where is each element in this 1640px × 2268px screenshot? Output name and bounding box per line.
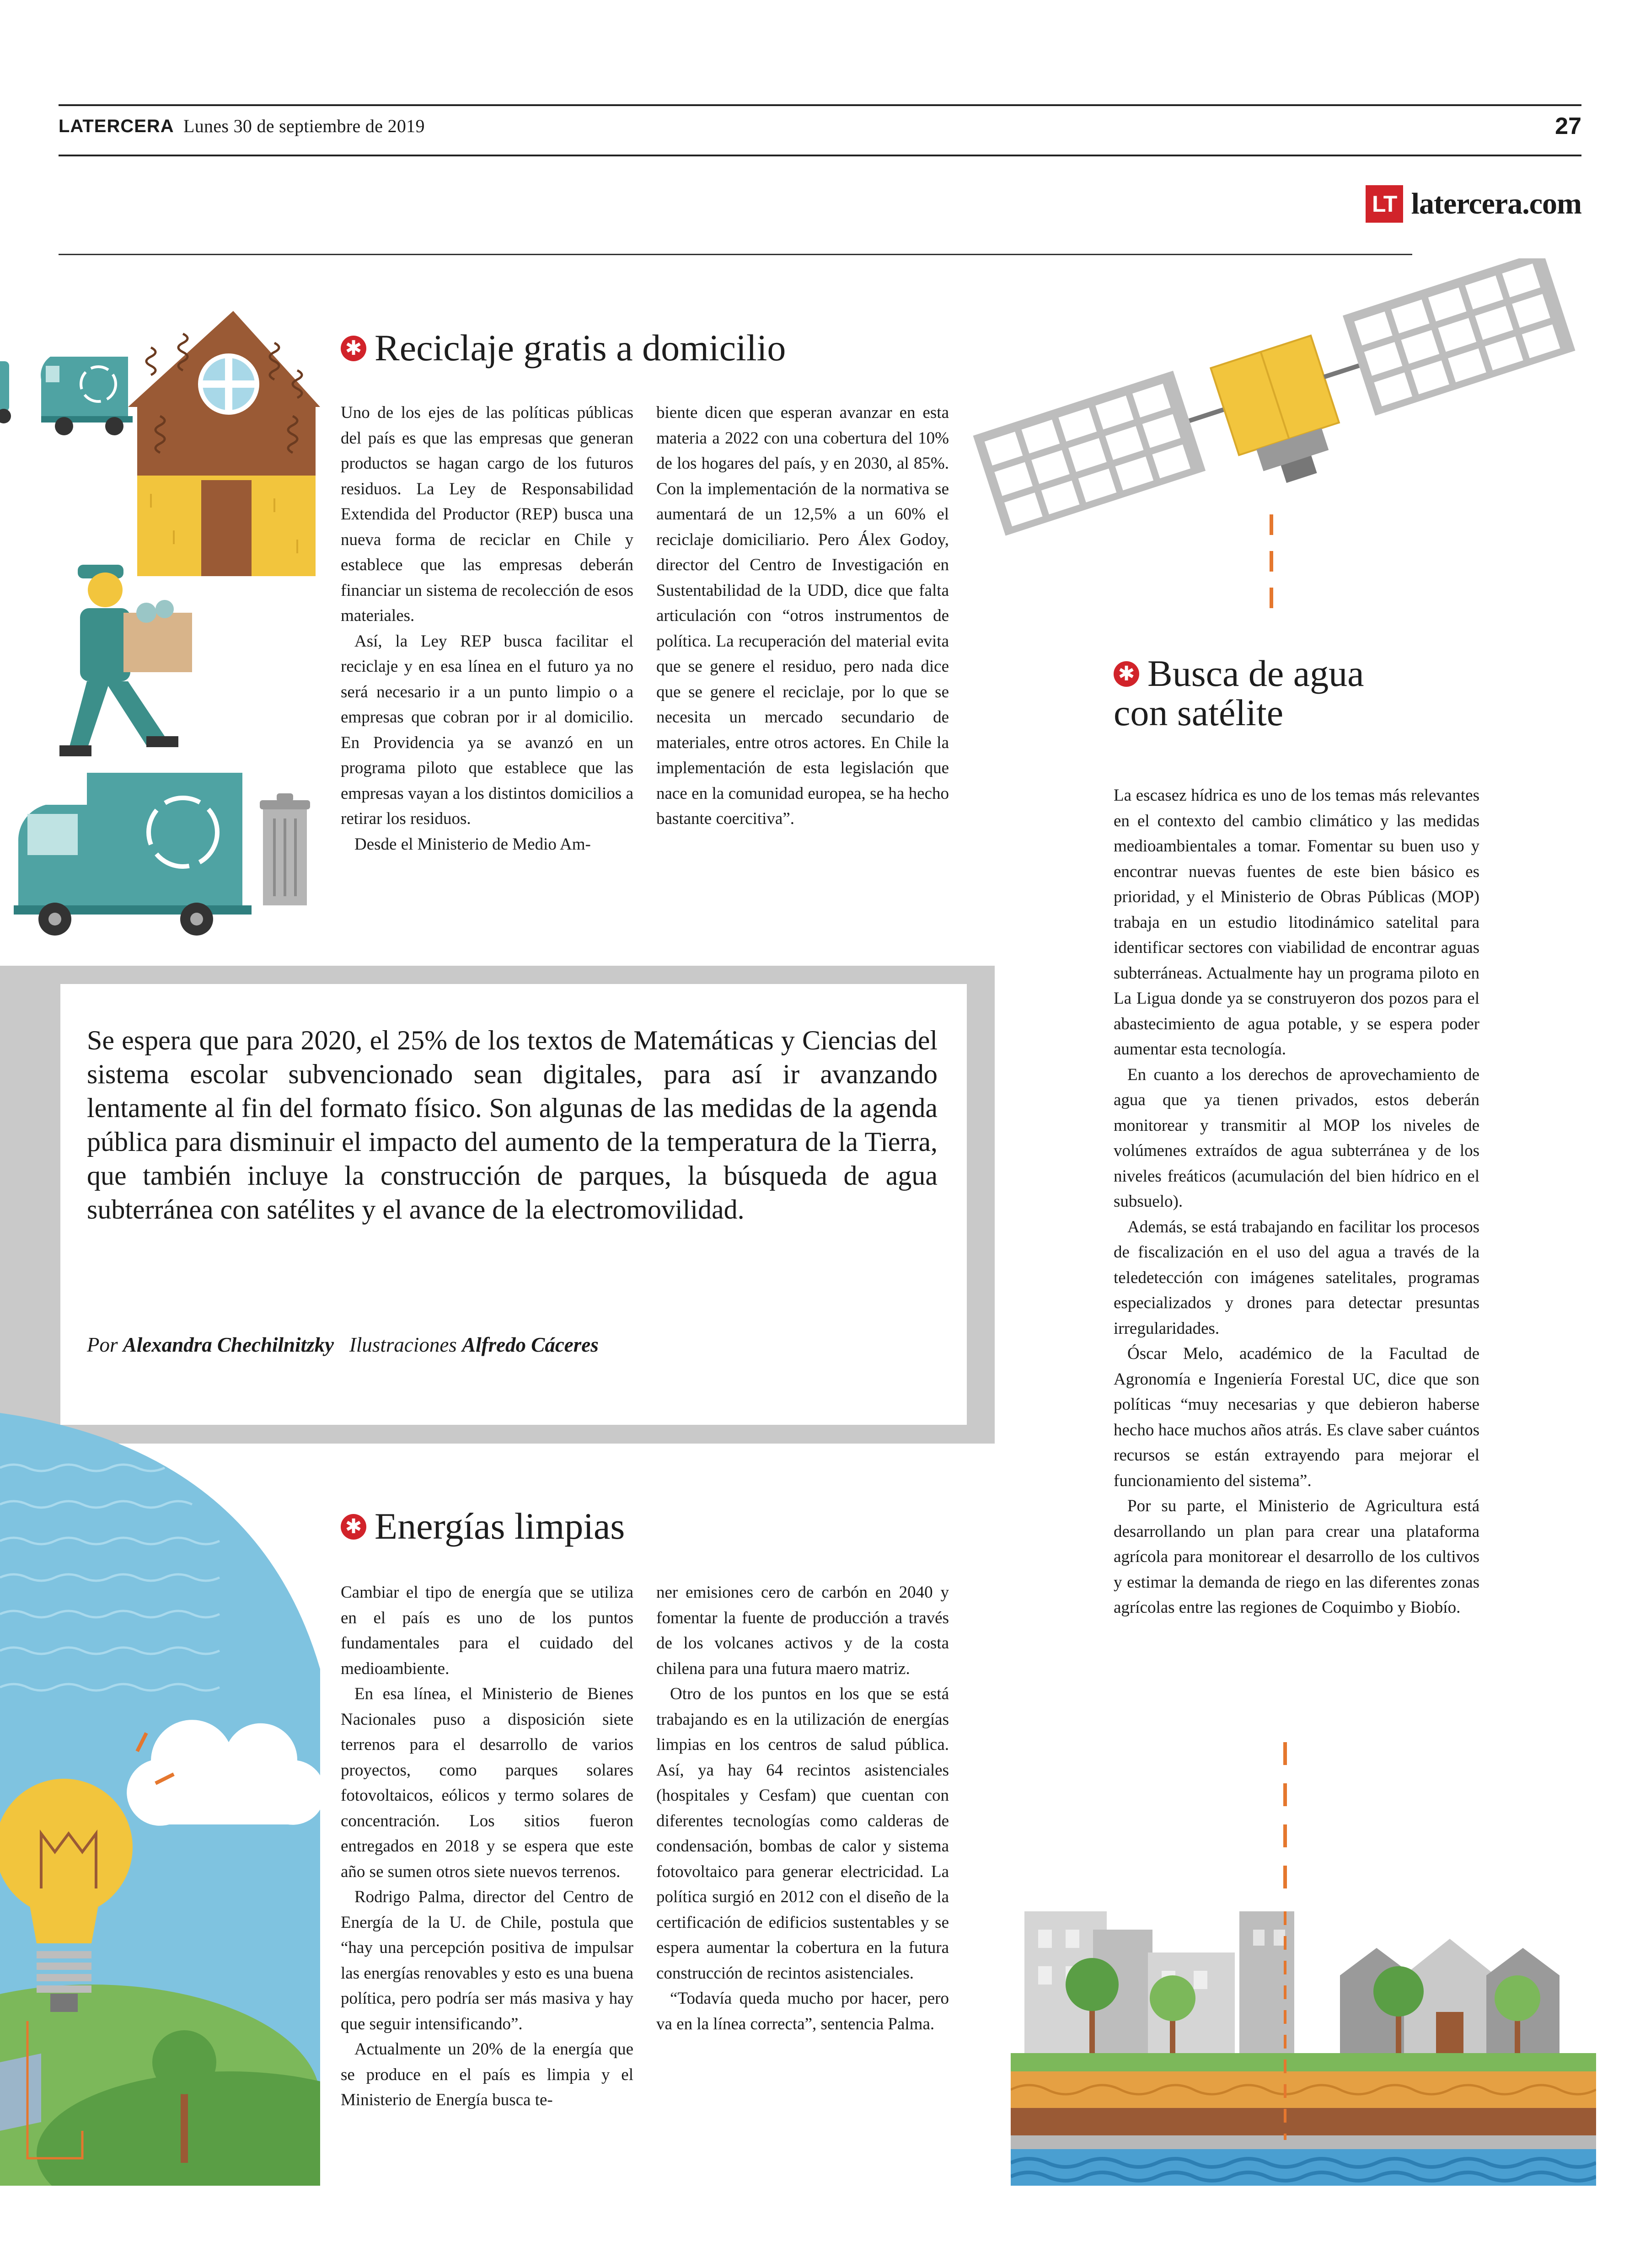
clean-energy-illustration bbox=[0, 1413, 334, 2186]
reciclaje-column-1 bbox=[341, 400, 633, 857]
section-star-icon: ✱ bbox=[341, 1514, 366, 1540]
reciclaje-heading bbox=[341, 328, 786, 368]
paragraph: Uno de los ejes de las políticas públicas del país es que las empresas que generan productos se hagan cargo de los futuros residuos. La Ley de Responsabilidad Extendida del Productor (REP) busca una nueva forma de reciclar en Chile y establece que las empresas deberán financiar un sistema de recolección de esos materiales. bbox=[341, 403, 633, 625]
paragraph: Además, se está trabajando en facilitar los procesos de fiscalización en el uso del agua a través de la teledetección con imágenes satelitales, programas especializados y drones para detectar presuntas irregularidades. bbox=[1114, 1217, 1479, 1338]
agua-heading bbox=[1114, 654, 1364, 733]
paragraph: “Todavía queda mucho por hacer, pero va en la línea correcta”, sentencia Palma. bbox=[656, 1989, 949, 2033]
satellite-illustration bbox=[942, 258, 1601, 633]
recycling-illustration bbox=[0, 293, 329, 942]
energias-heading bbox=[341, 1507, 625, 1546]
site-name: latercera.com bbox=[1411, 187, 1581, 220]
section-star-icon: ✱ bbox=[341, 336, 366, 361]
byline-illustrator: Alfredo Cáceres bbox=[462, 1333, 599, 1356]
paragraph: Así, la Ley REP busca facilitar el reciclaje y en esa línea en el futuro ya no será necesario ir a un punto limpio o a empresas que cobran por ir al domicilio. En Providencia ya se avanzó en un programa piloto que establece que las empresas vayan a los distintos domicilios a retirar los residuos. bbox=[341, 631, 633, 828]
soil-layers-icon bbox=[1011, 2053, 1596, 2149]
page-number: 27 bbox=[1555, 113, 1581, 139]
trash-can-icon bbox=[260, 793, 310, 905]
paragraph: En esa línea, el Ministerio de Bienes Nacionales puso a disposición siete terrenos para el desarrollo de varios proyectos, como parques solares fotovoltaicos, eólicos y termo solares de concentración. Los sitios fueron entregados en 2018 y se espera que este año se sumen otros siete nuevos terrenos. bbox=[341, 1685, 633, 1881]
paragraph: Desde el Ministerio de Medio Am- bbox=[354, 834, 591, 854]
truck-edge-icon bbox=[0, 361, 11, 423]
worker-carrying-box-icon bbox=[59, 565, 192, 756]
site-logo-link[interactable] bbox=[1366, 185, 1581, 223]
small-recycling-truck-icon bbox=[41, 357, 133, 435]
underground-water-icon bbox=[1011, 2149, 1596, 2186]
paragraph: ner emisiones cero de carbón en 2040 y fomentar la fuente de producción a través de los volcanes activos y de la costa chilena para una futura maero matriz. bbox=[656, 1583, 949, 1678]
header-bottom-rule bbox=[59, 155, 1581, 156]
page-header bbox=[59, 115, 425, 137]
issue-date: Lunes 30 de septiembre de 2019 bbox=[183, 116, 425, 136]
paragraph: Rodrigo Palma, director del Centro de Energía de la U. de Chile, postula que “hay una percepción positiva de impulsar las energías renovables y esto es una buena política, pero podría ser más masiva y hay que seguir intensificando”. bbox=[341, 1888, 633, 2033]
reciclaje-column-2 bbox=[656, 400, 949, 832]
paragraph: Actualmente un 20% de la energía que se produce en el país es limpia y el Ministerio de Energía busca te- bbox=[341, 2040, 633, 2109]
section-star-icon: ✱ bbox=[1114, 661, 1139, 687]
paragraph: biente dicen que esperan avanzar en esta materia a 2022 con una cobertura del 10% de los hogares del país, y en 2030, al 85%. Con la implementación de la normativa se aumentará de un 12,5% a un 60% el reciclaje domiciliario. Pero Álex Godoy, director del Centro de Investigación en Sustentabilidad de la UDD, dice que falta articulación con “otros instrumentos de política. La recuperación del material evita que se genere el residuo, pero nada dice que se genere el reciclaje, por lo que se necesita un mercado secundario de materiales, entre otros actores. En Chile la implementación de esta legislación que nace en la comunidad europea, se ha hecho bastante coercitiva”. bbox=[656, 403, 949, 828]
reciclaje-title: Reciclaje gratis a domicilio bbox=[375, 327, 786, 369]
paragraph: En cuanto a los derechos de aprovechamiento de agua que ya tienen privados, estos deberán monitorear y transmitir al MOP los niveles de volúmenes extraídos de agua subterránea y de los niveles freáticos (acumulación del bien hídrico en el subsuelo). bbox=[1114, 1065, 1479, 1211]
agua-title-line-2: con satélite bbox=[1114, 692, 1284, 733]
lt-logo-icon: LT bbox=[1366, 185, 1403, 223]
wooden-house-icon bbox=[128, 311, 320, 576]
paragraph: Óscar Melo, académico de la Facultad de Agronomía e Ingeniería Forestal UC, dice que son políticas “muy necesarias y que debieron haberse hecho hace muchos años atrás. Es clave saber cuántos recursos se están extrayendo para mejorar el funcionamiento del sistema”. bbox=[1114, 1344, 1479, 1490]
byline-author: Alexandra Chechilnitzky bbox=[123, 1333, 334, 1356]
byline-illustrations-label: Ilustraciones bbox=[349, 1333, 457, 1356]
paragraph: La escasez hídrica es uno de los temas más relevantes en el contexto del cambio climático y las medidas medioambientales a tomar. Fomentar su buen uso y encontrar nuevas fuentes de este bien básico es prioridad, y el Ministerio de Obras Públicas (MOP) trabaja en un estudio litodinámico satelital para identificar sectores con viabilidad de encontrar aguas subterráneas. Actualmente hay un programa piloto en La Ligua donde ya se construyeron dos pozos para el abastecimiento de agua potable, y se espera poder aumentar esta tecnología. bbox=[1114, 786, 1479, 1059]
solar-panel-icon bbox=[0, 2054, 41, 2133]
satellite-icon bbox=[973, 258, 1587, 571]
agua-title-line-1: Busca de agua bbox=[1147, 653, 1364, 694]
energias-title: Energías limpias bbox=[375, 1505, 625, 1547]
newspaper-brand: LATERCERA bbox=[59, 116, 174, 136]
paragraph: Por su parte, el Ministerio de Agricultura está desarrollando un plan para crear una plataforma agrícola para monitorear el desarrollo de los cultivos y estimar la demanda de riego en las diferentes zonas agrícolas entre las regiones de Coquimbo y Biobío. bbox=[1114, 1497, 1479, 1617]
energias-column-2 bbox=[656, 1580, 949, 2037]
section-rule bbox=[59, 254, 1412, 255]
byline-by-label: Por bbox=[87, 1333, 118, 1356]
header-top-rule bbox=[59, 104, 1581, 106]
paragraph: Cambiar el tipo de energía que se utiliza en el país es uno de los puntos fundamentales para el cuidado del medioambiente. bbox=[341, 1583, 633, 1678]
energias-column-1 bbox=[341, 1580, 633, 2113]
paragraph: Otro de los puntos en los que se está trabajando es en la utilización de energías limpias en los centros de salud pública. Así, ya hay 64 recintos asistenciales (hospitales y Cesfam) que cuentan con diferentes tecnologías como calderas de condensación, bombas de calor y sistema fotovoltaico para generar electricidad. La política surgió en 2012 con el diseño de la certificación de edificios sustentables y se espera aumentar la cobertura en la futura construcción de recintos asistenciales. bbox=[656, 1685, 949, 1983]
agua-column bbox=[1114, 783, 1479, 1621]
recycling-truck-icon bbox=[14, 773, 252, 936]
underground-water-illustration bbox=[1011, 1738, 1596, 2186]
byline bbox=[87, 1333, 599, 1357]
intro-text: Se espera que para 2020, el 25% de los textos de Matemáticas y Ciencias del sistema escolar subvencionado sean digitales, para así ir avanzando lentamente al fin del formato físico. Son algunas de las medidas de la agenda pública para disminuir el impacto del aumento de la temperatura de la Tierra, que también incluye la construcción de parques, la búsqueda de agua subterránea con satélites y el avance de la electromovilidad. bbox=[87, 1025, 938, 1225]
